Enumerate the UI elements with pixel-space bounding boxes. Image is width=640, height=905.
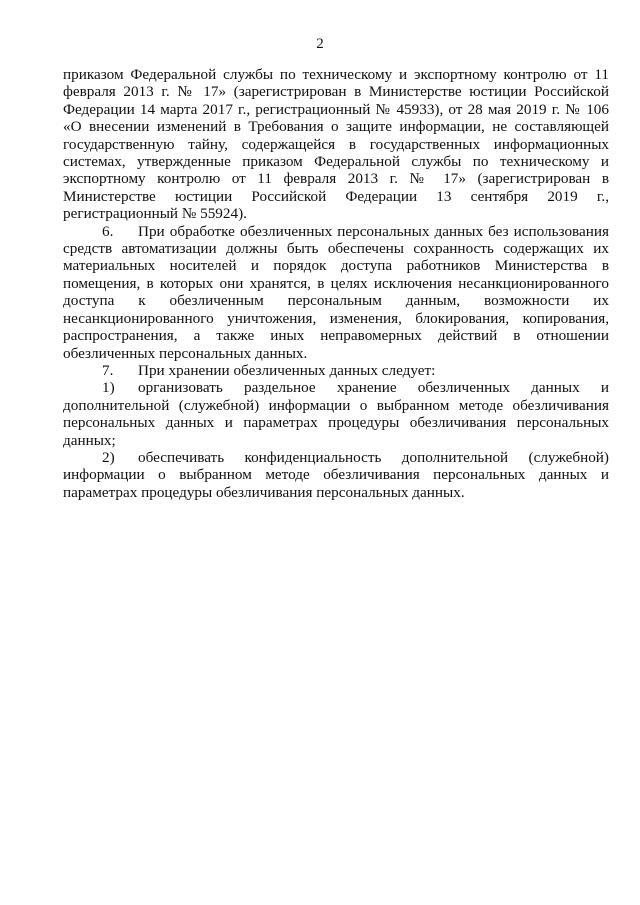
paragraph-number: 7. — [102, 361, 114, 379]
paragraph-continuation — [63, 66, 609, 223]
list-item-2 — [63, 449, 609, 501]
list-item-number: 2) — [102, 448, 115, 466]
list-item-number: 1) — [102, 379, 115, 397]
paragraph-7 — [63, 362, 609, 379]
paragraph-text: При хранении обезличенных данных следует: — [138, 361, 436, 379]
paragraph-number: 6. — [102, 222, 114, 240]
list-item-1 — [63, 379, 609, 449]
list-item-text: организовать раздельное хранение обезличенных данных и дополнительной (служебной) информации о выбранном методе обезличивания персональных данных и параметрах процедуры обезличивания персональных данных; — [63, 379, 609, 449]
paragraph-6 — [63, 223, 609, 362]
paragraph-text: При обработке обезличенных персональных данных без использования средств автоматизации должны быть обеспечены сохранность содержащих их материальных носителей и порядок доступа работников Министерства в помещения, в которых они хранятся, в целях исключения несанкционированного доступа к обезличенным персональным данным, возможности их несанкционированного уничтожения, изменения, блокирования, копирования, распространения, а также иных неправомерных действий в отношении обезличенных персональных данных. — [63, 222, 609, 362]
page-number: 2 — [316, 36, 324, 52]
list-item-text: обеспечивать конфиденциальность дополнительной (служебной) информации о выбранном методе обезличивания персональных данных и параметрах процедуры обезличивания персональных данных. — [63, 448, 609, 501]
document-body — [63, 66, 609, 501]
paragraph-text: приказом Федеральной службы по техническому и экспортному контролю от 11 февраля 2013 г. № 17» (зарегистрирован в Министерстве юстиции Российской Федерации 14 марта 2017 г., регистрационный № 45933), от 28 мая 2019 г. № 106 «О внесении изменений в Требования о защите информации, не составляющей государственную тайну, содержащейся в государственных информационных системах, утвержденные приказом Федеральной службы по техническому и экспортному контролю от 11 февраля 2013 г. № 17» (зарегистрирован в Министерстве юстиции Российской Федерации 13 сентября 2019 г., регистрационный № 55924). — [63, 66, 609, 223]
